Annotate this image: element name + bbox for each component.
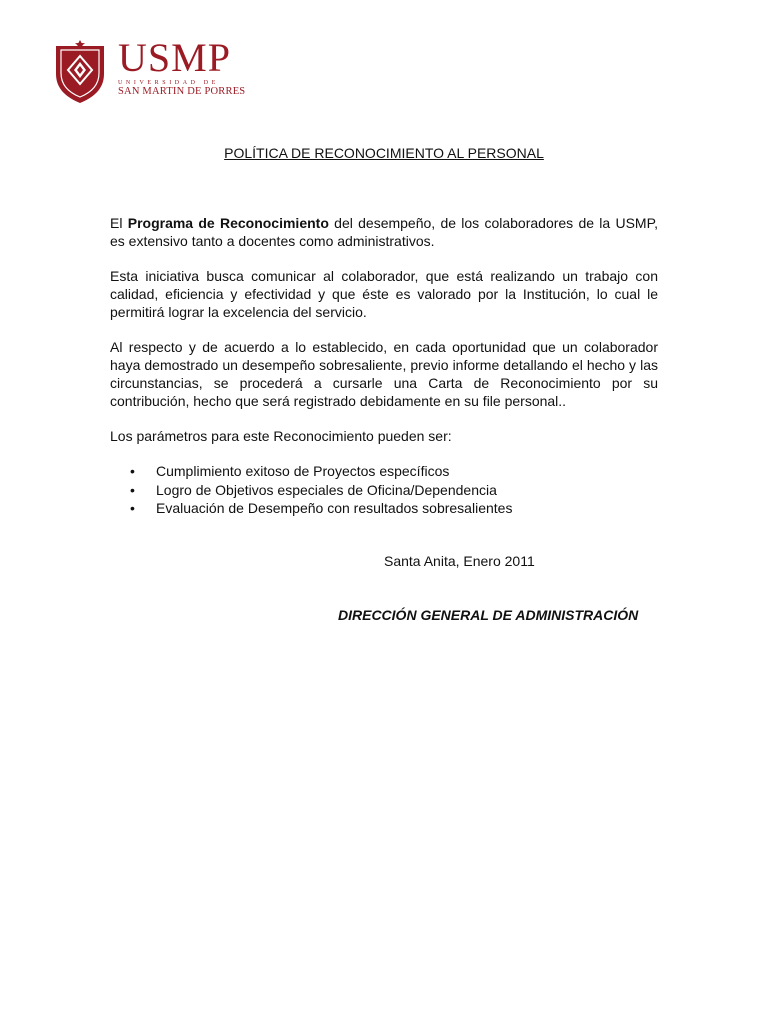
- list-item: • Evaluación de Desempeño con resultados sobresalientes: [110, 499, 658, 518]
- parameters-list: [110, 462, 658, 518]
- paragraph-4: Los parámetros para este Reconocimiento pueden ser:: [110, 428, 452, 444]
- paragraph-1: [110, 214, 658, 250]
- list-item: • Cumplimiento exitoso de Proyectos específicos: [110, 462, 658, 481]
- paragraph-1-start: El: [110, 215, 128, 231]
- paragraph-1-end: del desempeño, de los colaboradores de la USMP, es extensivo tanto a docentes como administrativos.: [110, 215, 658, 249]
- list-item: • Logro de Objetivos especiales de Oficina/Dependencia: [110, 481, 658, 500]
- brand-subtitle-small: UNIVERSIDAD DE: [118, 80, 219, 86]
- university-seal-icon: [52, 38, 108, 104]
- usmp-logo: [52, 35, 262, 104]
- signature: DIRECCIÓN GENERAL DE ADMINISTRACIÓN: [338, 607, 639, 623]
- paragraph-3: Al respecto y de acuerdo a lo establecido, en cada oportunidad que un colaborador haya demostrado un desempeño sobresaliente, previo informe detallando el hecho y las circunstancias, se procederá a cursarle una Carta de Reconocimiento por su contribución, hecho que será registrado debidamente en su file personal..: [110, 339, 658, 409]
- date-line: Santa Anita, Enero 2011: [384, 553, 535, 569]
- program-name: Programa de Reconocimiento: [127, 215, 329, 231]
- document-title: POLÍTICA DE RECONOCIMIENTO AL PERSONAL: [224, 145, 544, 161]
- paragraph-2: Esta iniciativa busca comunicar al colaborador, que está realizando un trabajo con calidad, eficiencia y efectividad y que éste es valorado por la Institución, lo cual le permitirá lograr la excelencia del servicio.: [110, 268, 658, 320]
- brand-name: USMP: [118, 35, 231, 80]
- document-body: [110, 214, 658, 518]
- brand-subtitle: SAN MARTIN DE PORRES: [118, 86, 246, 97]
